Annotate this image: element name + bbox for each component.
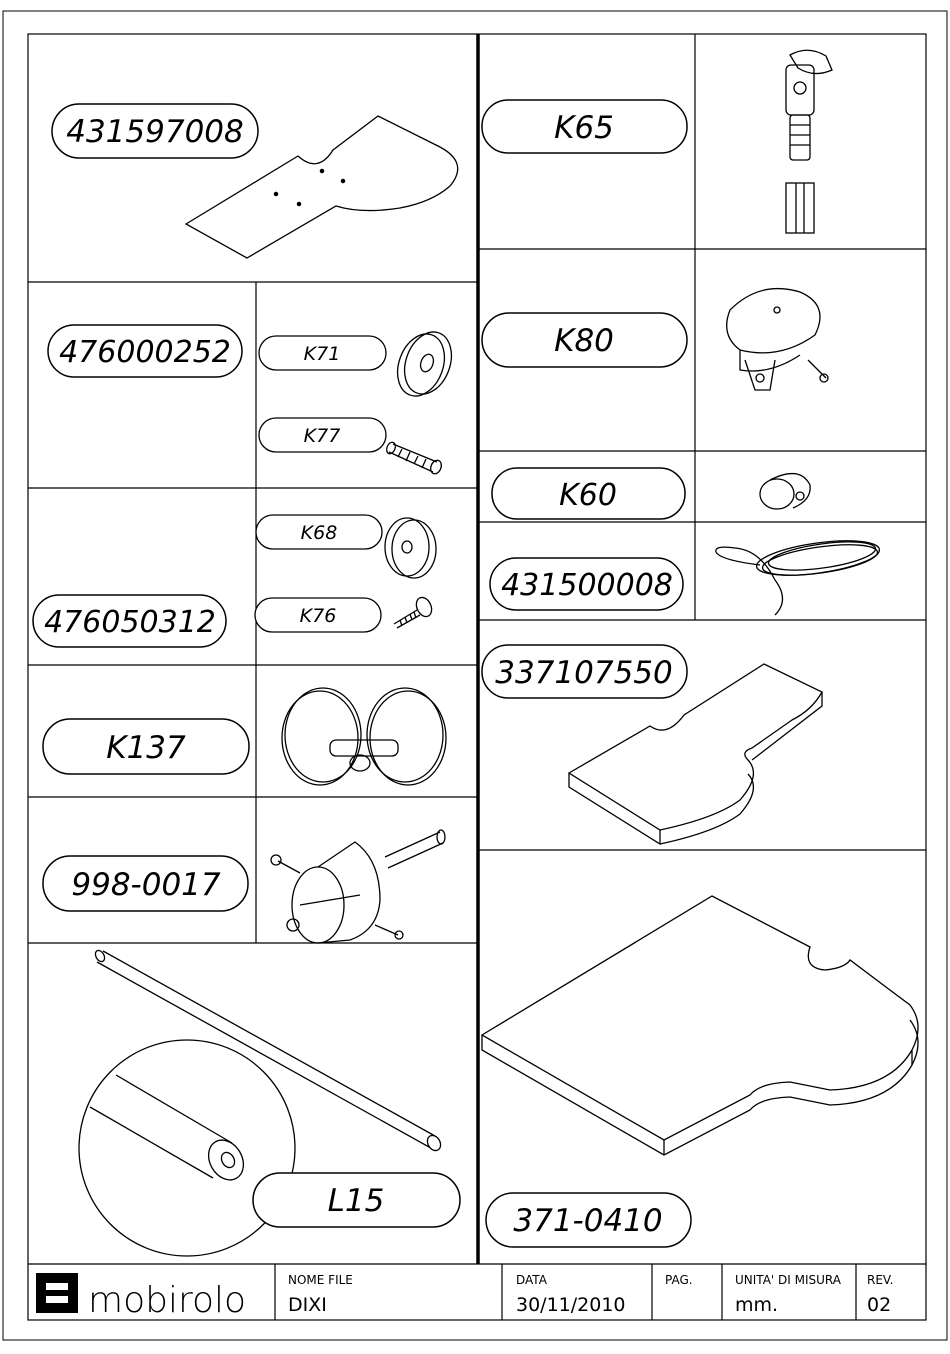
component-label-k71: K71 [303,343,341,365]
cap-illustration [385,518,436,578]
part-number-label: K137 [106,730,186,766]
knob-illustration [760,474,810,509]
title-block [36,1273,893,1321]
unit-label: UNITA' DI MISURA [735,1273,841,1287]
rod-support-illustration [271,830,445,943]
brand-logo-mark [36,1273,78,1313]
file-value: DIXI [288,1294,327,1316]
outer-frame [3,11,947,1340]
detail-magnifier [79,1040,295,1256]
part-number-label: K65 [554,110,614,146]
file-label: NOME FILE [288,1273,353,1287]
component-label-k76: K76 [299,605,337,627]
screw-illustration [394,595,435,628]
part-431597008 [52,104,458,258]
cable-illustration [716,535,882,615]
part-number-label: K60 [559,478,617,513]
part-431500008 [490,535,881,615]
part-476050312 [33,515,436,647]
part-number-label: L15 [327,1183,385,1219]
part-k80 [482,289,828,390]
component-label-k77: K77 [303,425,341,447]
part-998-0017 [43,830,445,943]
part-number-label: 431500008 [501,568,673,603]
component-label-k68: K68 [300,522,338,544]
rev-value: 02 [867,1294,892,1316]
part-number-label: K80 [554,323,614,359]
washer-illustration [389,325,459,402]
shelf-illustration [482,896,918,1155]
part-k60 [492,468,810,519]
twin-hook-illustration [282,688,446,785]
part-number-label: 371-0410 [513,1203,663,1239]
date-label: DATA [516,1273,547,1287]
part-337107550 [482,645,822,844]
part-k137 [43,688,446,785]
part-k65 [482,50,832,233]
bracket-illustration [786,50,832,233]
part-number-label: 337107550 [495,655,673,691]
part-l15 [79,949,460,1256]
dowel-illustration [385,441,443,475]
part-371-0410 [482,896,918,1247]
unit-value: mm. [735,1294,779,1316]
clamp-illustration [727,289,828,390]
date-value: 30/11/2010 [516,1294,626,1316]
part-476000252 [48,325,460,475]
part-number-label: 431597008 [66,114,244,150]
part-number-label: 476000252 [59,335,231,370]
rev-label: REV. [867,1273,894,1287]
brand-name: mobirolo [88,1280,247,1321]
page-label: PAG. [665,1273,693,1287]
part-number-label: 476050312 [44,605,216,640]
part-number-label: 998-0017 [71,867,221,903]
